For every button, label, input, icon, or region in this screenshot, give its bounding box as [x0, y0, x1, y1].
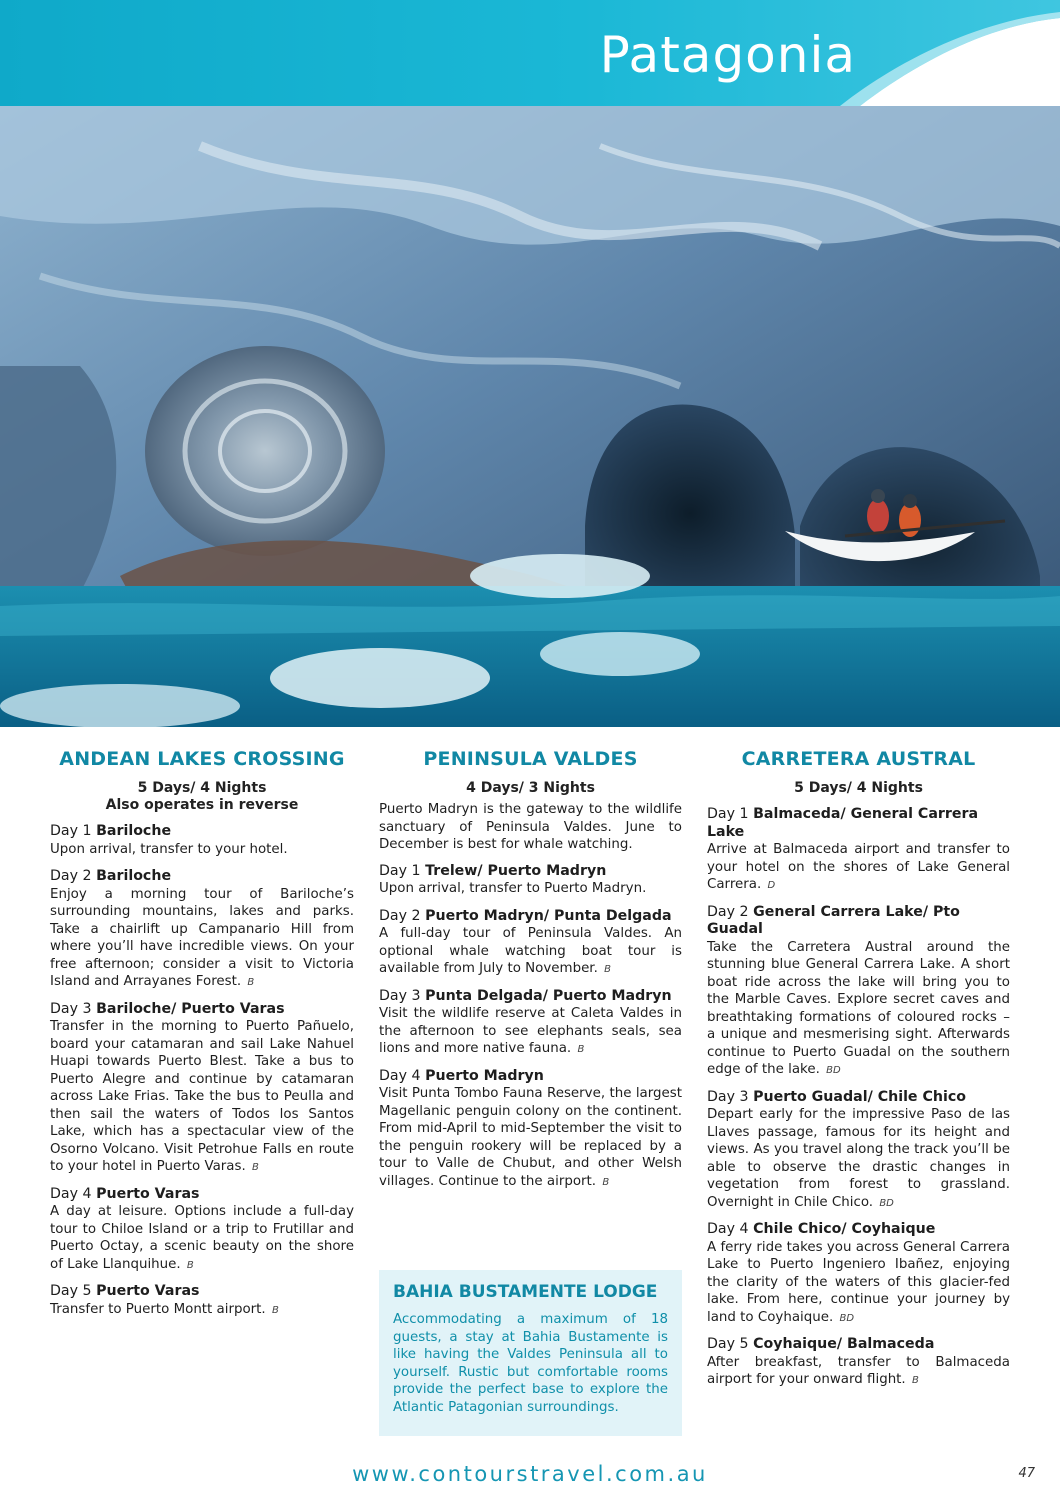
- section-title: CARRETERA AUSTRAL: [741, 748, 976, 770]
- duration: 5 Days/ 4 Nights: [794, 780, 923, 796]
- header-banner: [0, 0, 1060, 106]
- day-place: Puerto Guadal/ Chile Chico: [753, 1088, 967, 1105]
- itinerary-day: [707, 1221, 1010, 1327]
- header-swoosh: [0, 0, 1060, 106]
- day-label: Day 3: [379, 987, 421, 1004]
- day-text: Visit the wildlife reserve at Caleta Valdes in the afternoon to see elephants seals, sea lions and more native fauna.: [379, 1006, 682, 1056]
- footer-website-link[interactable]: www.contourstravel.com.au: [352, 1462, 708, 1486]
- day-text: Transfer to Puerto Montt airport.: [50, 1301, 266, 1317]
- page-number: 47: [1018, 1466, 1035, 1481]
- itinerary-day: [707, 904, 1010, 1080]
- column-andean-lakes: [50, 748, 354, 1319]
- day-label: Day 3: [50, 1000, 92, 1017]
- day-label: Day 1: [707, 806, 749, 822]
- day-label: Day 1: [50, 823, 92, 839]
- itinerary-day: [50, 868, 354, 992]
- lodge-highlight-box: [379, 1270, 682, 1436]
- day-place: Puerto Varas: [96, 1185, 200, 1202]
- day-text: A day at leisure. Options include a full-day tour to Chiloe Island or a trip to Frutillar and Puerto Octay, a scenic beauty on the shore of Lake Llanquihue.: [50, 1204, 354, 1272]
- meal-code: BD: [826, 1065, 841, 1076]
- day-label: Day 5: [50, 1283, 92, 1299]
- meal-code: B: [271, 1304, 279, 1316]
- meal-code: B: [911, 1375, 919, 1386]
- itinerary-day: [379, 908, 682, 979]
- day-label: Day 2: [50, 868, 92, 884]
- section-intro: Puerto Madryn is the gateway to the wildlife sanctuary of Peninsula Valdes. June to December is best for whale watching.: [379, 802, 682, 852]
- day-text: Upon arrival, transfer to your hotel.: [50, 841, 288, 857]
- day-text: Arrive at Balmaceda airport and transfer to your hotel on the shores of Lake General Carrera.: [707, 842, 1010, 892]
- day-place: Puerto Varas: [96, 1283, 200, 1299]
- day-text: Depart early for the impressive Paso de las Llaves passage, famous for its height and views. As you travel along the track you’ll be able to observe the drastic changes in vegetation from forest to grassland. Overnight in Chile Chico.: [707, 1107, 1010, 1210]
- itinerary-day: [707, 1336, 1010, 1390]
- day-text: Enjoy a morning tour of Bariloche’s surrounding mountains, lakes and parks. Take a chairlift up Campanario Hill from where you’ll have incredible views. On your free afternoon; consider a visit to Victoria Island and Arrayanes Forest.: [50, 886, 354, 989]
- day-text: A full-day tour of Peninsula Valdes. An optional whale watching boat tour is available from July to November.: [379, 926, 682, 976]
- day-place: Puerto Madryn/ Punta Delgada: [425, 907, 672, 924]
- itinerary-day: [50, 1001, 354, 1177]
- day-place: Trelew/ Puerto Madryn: [425, 862, 607, 879]
- day-label: Day 5: [707, 1336, 749, 1352]
- hero-photo: [0, 106, 1060, 727]
- day-place: Bariloche/ Puerto Varas: [96, 1000, 285, 1017]
- duration-note: Also operates in reverse: [105, 797, 299, 813]
- day-place: Coyhaique/ Balmaceda: [753, 1336, 935, 1352]
- day-label: Day 4: [707, 1221, 749, 1237]
- itinerary-day: [379, 988, 682, 1059]
- day-label: Day 4: [50, 1185, 92, 1202]
- day-place: General Carrera Lake/ Pto Guadal: [707, 903, 960, 937]
- meal-code: B: [577, 1044, 585, 1055]
- itinerary-day: [379, 863, 682, 899]
- duration: 5 Days/ 4 Nights: [137, 780, 267, 796]
- day-text: Upon arrival, transfer to Puerto Madryn.: [379, 881, 647, 896]
- day-text: Transfer in the morning to Puerto Pañuelo, board your catamaran and sail Lake Nahuel Huapi towards Puerto Blest. Take a bus to Puerto Alegre and continue by catamaran across Lake Frias. Take the bus to Peulla and then sail the waters of Todos los Santos Lake, which has a spectacular view of the Osorno Volcano. Visit Petrohue Falls en route to your hotel in Puerto Varas.: [50, 1019, 354, 1174]
- itinerary-day: [50, 1186, 354, 1275]
- itinerary-day: [707, 806, 1010, 895]
- day-label: Day 4: [379, 1067, 421, 1084]
- day-text: Take the Carretera Austral around the stunning blue General Carrera Lake. A short boat ride across the lake will bring you to the Marble Caves. Explore secret caves and breathtaking formations of coloured rocks – a unique and mesmerising sight. Afterwards continue to Puerto Guadal on the southern edge of the lake.: [707, 939, 1010, 1077]
- day-place: Punta Delgada/ Puerto Madryn: [425, 987, 672, 1004]
- itinerary-day: [50, 823, 354, 859]
- duration: 4 Days/ 3 Nights: [466, 780, 595, 796]
- day-place: Puerto Madryn: [425, 1067, 544, 1084]
- meal-code: B: [186, 1259, 194, 1271]
- meal-code: BD: [879, 1197, 894, 1209]
- section-title: ANDEAN LAKES CROSSING: [59, 748, 345, 770]
- meal-code: B: [602, 1176, 610, 1188]
- day-label: Day 1: [379, 862, 421, 879]
- day-place: Bariloche: [96, 823, 172, 839]
- itinerary-day: [50, 1283, 354, 1319]
- day-label: Day 3: [707, 1088, 749, 1105]
- lodge-text: Accommodating a maximum of 18 guests, a stay at Bahia Bustamente is like having the Valdes Peninsula all to yourself. Rustic but comfortable rooms provide the perfect base to explore the Atlantic Patagonian surroundings.: [393, 1312, 668, 1415]
- lodge-title: BAHIA BUSTAMENTE LODGE: [393, 1282, 658, 1302]
- meal-code: B: [251, 1162, 259, 1173]
- day-label: Day 2: [707, 903, 749, 920]
- day-text: After breakfast, transfer to Balmaceda airport for your onward flight.: [707, 1354, 1010, 1387]
- meal-code: D: [767, 880, 776, 891]
- day-label: Day 2: [379, 907, 421, 924]
- page-title: Patagonia: [599, 26, 856, 84]
- meal-code: BD: [839, 1312, 855, 1324]
- section-title: PENINSULA VALDES: [423, 748, 638, 770]
- day-place: Chile Chico/ Coyhaique: [753, 1221, 936, 1237]
- itinerary-day: [379, 1068, 682, 1192]
- column-carretera-austral: [707, 748, 1010, 1390]
- marble-caves-photo: [0, 106, 1060, 727]
- day-text: A ferry ride takes you across General Carrera Lake to Puerto Ingeniero Ibañez, enjoying the clarity of the waters of this glacier-fed lake. From here, continue your journey by land to Coyhaique.: [707, 1239, 1010, 1325]
- meal-code: B: [604, 964, 611, 975]
- column-peninsula-valdes: [379, 748, 682, 1191]
- day-text: Visit Punta Tombo Fauna Reserve, the largest Magellanic penguin colony on the continent. From mid-April to mid-September the visit to the penguin rookery will be replaced by a tour to Valle de Chubut, and other Welsh villages. Continue to the airport.: [379, 1086, 682, 1189]
- meal-code: B: [247, 977, 255, 988]
- day-place: Balmaceda/ General Carrera Lake: [707, 806, 979, 840]
- day-place: Bariloche: [96, 868, 172, 884]
- itinerary-day: [707, 1089, 1010, 1213]
